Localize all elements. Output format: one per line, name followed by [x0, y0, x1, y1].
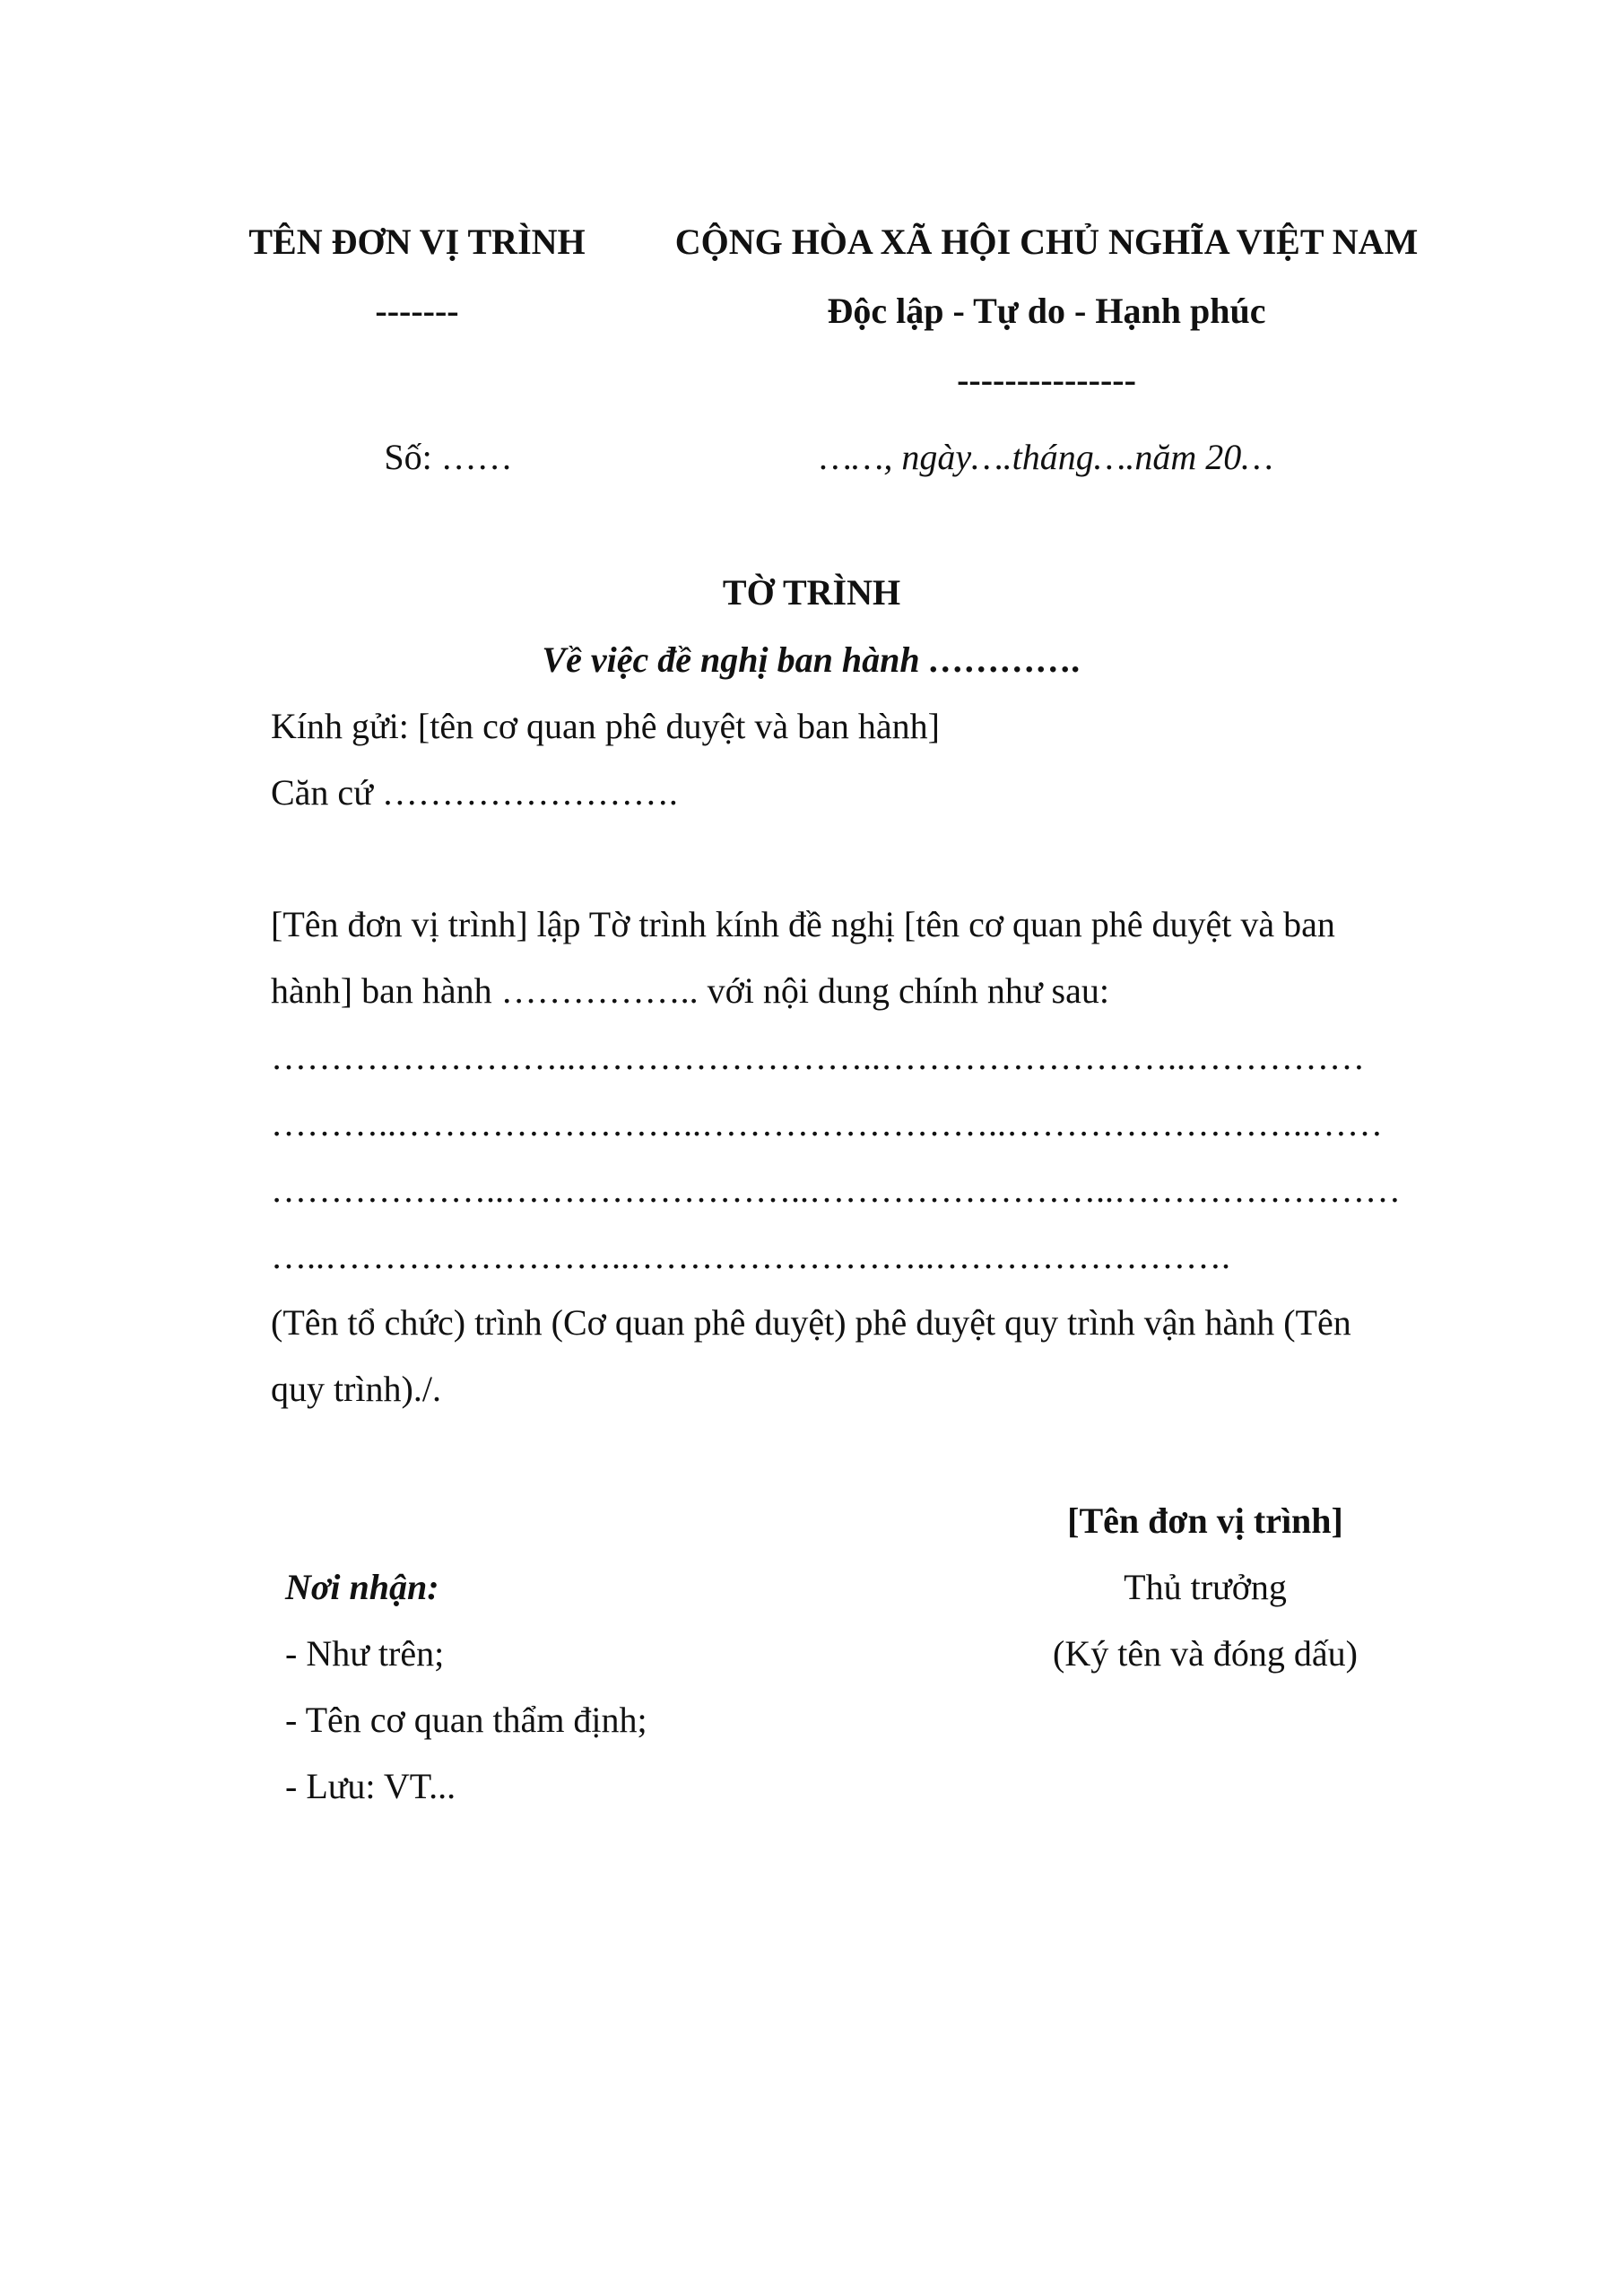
place-date: ……, ngày….tháng….năm 20…: [820, 437, 1273, 477]
recipient-line: Kính gửi: [tên cơ quan phê duyệt và ban hành]: [271, 706, 940, 746]
basis-line: Căn cứ …………………….: [271, 772, 678, 813]
recipient-item: - Tên cơ quan thẩm định;: [285, 1700, 647, 1740]
paragraph-line: hành] ban hành …………….. với nội dung chính như sau:: [271, 970, 1109, 1011]
recipient-item: - Như trên;: [285, 1633, 445, 1674]
dotted-line: ……………………..……………………..……………………..……………: [271, 1037, 1365, 1077]
closing-line: quy trình)./.: [271, 1369, 441, 1409]
signature-title: Thủ trưởng: [1124, 1567, 1287, 1607]
document-number: Số: ……: [384, 437, 513, 477]
recipient-item: - Lưu: VT...: [285, 1766, 456, 1806]
dotted-line: ………..……………………..……………………..……………………..……: [271, 1103, 1383, 1144]
signature-note: (Ký tên và đóng dấu): [1053, 1633, 1358, 1674]
country-name: CỘNG HÒA XÃ HỘI CHỦ NGHĨA VIỆT NAM: [674, 222, 1419, 262]
org-name: TÊN ĐƠN VỊ TRÌNH: [248, 222, 586, 262]
document-title: TỜ TRÌNH: [722, 572, 901, 613]
recipients-heading: Nơi nhận:: [285, 1567, 439, 1607]
document-subtitle: Về việc đề nghị ban hành ………….: [542, 639, 1081, 680]
closing-line: (Tên tổ chức) trình (Cơ quan phê duyệt) phê duyệt quy trình vận hành (Tên: [271, 1302, 1351, 1343]
dotted-line: …..……………………..……………………..…………………….: [271, 1236, 1230, 1276]
paragraph-line: [Tên đơn vị trình] lập Tờ trình kính đề nghị [tên cơ quan phê duyệt và ban: [271, 904, 1335, 944]
national-motto: Độc lập - Tự do - Hạnh phúc: [827, 291, 1266, 331]
org-separator: -------: [375, 291, 459, 331]
motto-separator: ---------------: [957, 360, 1136, 400]
dotted-line: ………………..……………………..……………………..……………………: [271, 1170, 1401, 1210]
signature-org: [Tên đơn vị trình]: [1067, 1500, 1343, 1541]
